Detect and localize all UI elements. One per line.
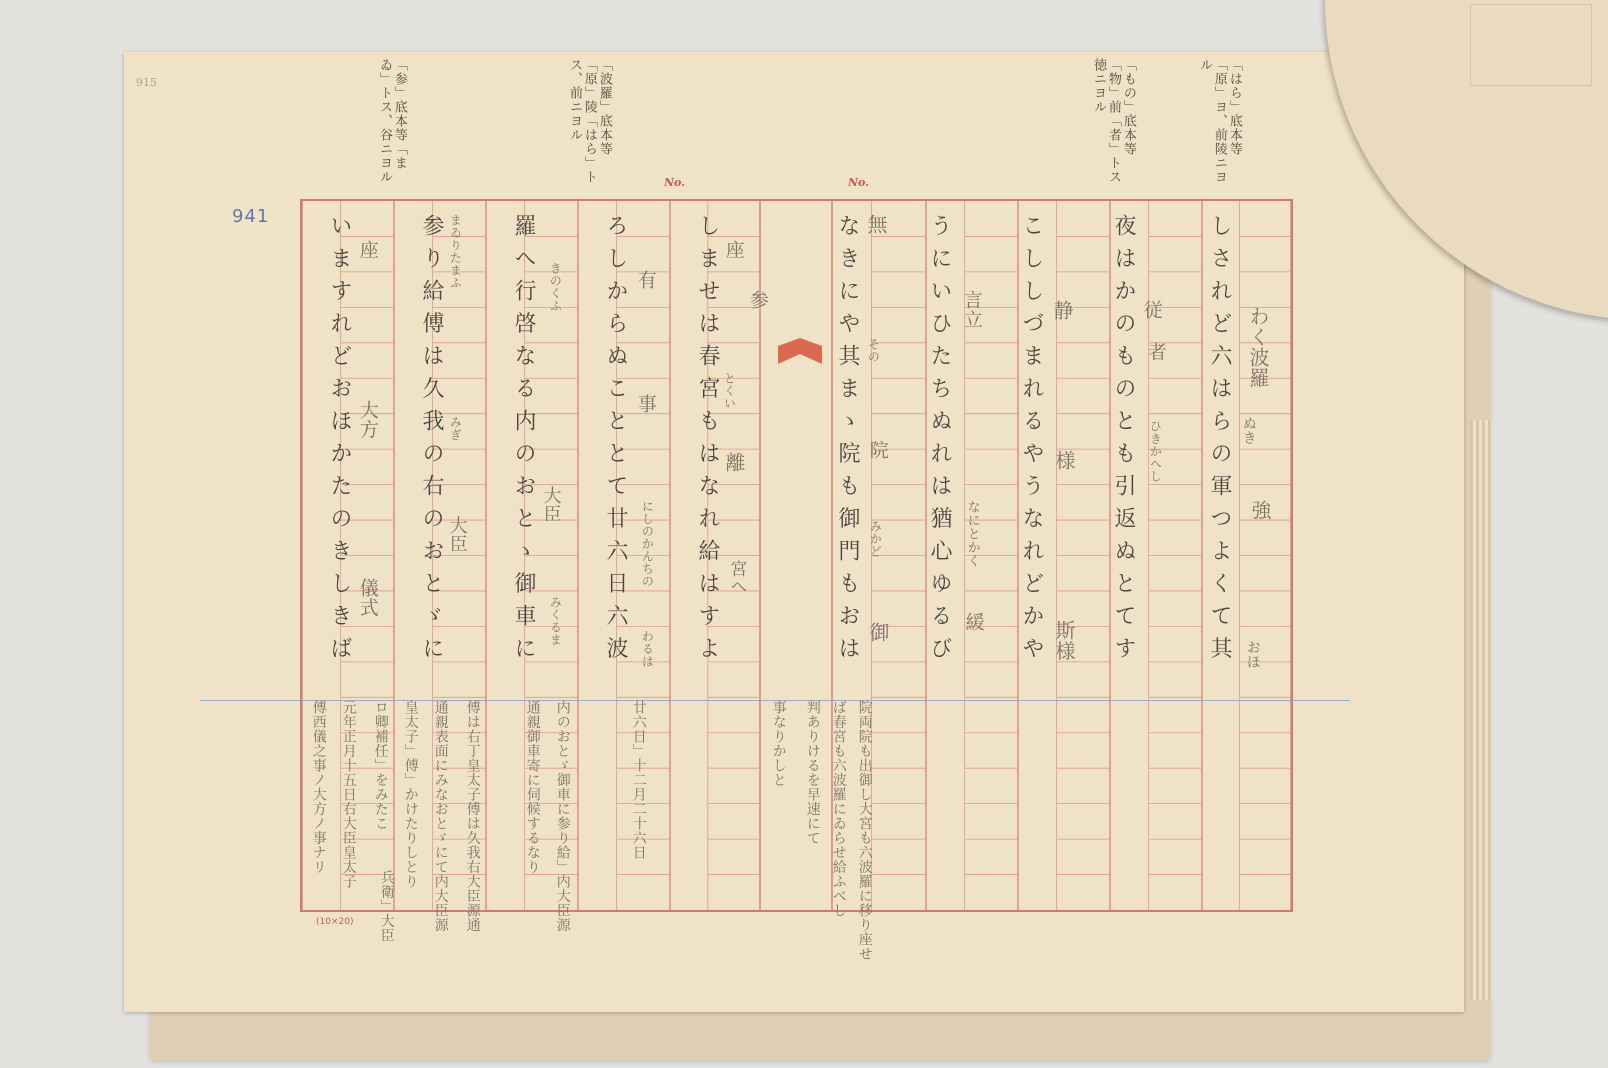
pencil-insertion: 大臣 (540, 486, 562, 523)
pencil-insertion: みくるま (548, 596, 563, 646)
text-column-8: 羅へ行啓なる内のおとゝ御車に (511, 214, 536, 669)
lower-note: 通親御車寄に伺候するなり (524, 700, 541, 874)
margin-note-2: 「もの」底本等「物」前「者」トス徳ニヨル (1090, 58, 1136, 184)
no-label-left: No. (664, 176, 686, 189)
pencil-insertion: 有 (634, 270, 657, 290)
margin-note-3: 「波羅」底本等「原」陵「はら」トス、前ニヨル (566, 58, 612, 184)
text-column-2: 夜はかのものとも引返ぬとてす (1111, 214, 1136, 669)
pencil-insertion: 座 (722, 240, 745, 260)
lower-note: ロ卿補任」をみたこ (372, 700, 389, 831)
pencil-insertion: 強 (1248, 500, 1272, 521)
lower-note: 内のおとゞ御車に参り給」内大臣源 (554, 700, 571, 932)
pencil-insertion: 御 (866, 622, 890, 643)
pencil-insertion: 従 (1140, 300, 1163, 320)
pencil-insertion: 儀式 (356, 578, 379, 617)
lower-note: 判ありけるを早速にて (804, 700, 821, 845)
pencil-insertion: 宮へ (726, 560, 747, 595)
pencil-insertion: とくい (722, 372, 737, 410)
lower-note: 元年正月十五日右大臣皇太子 (340, 700, 357, 889)
pencil-insertion: 斯様 (1052, 620, 1076, 661)
pencil-insertion: なにとかく (964, 500, 980, 568)
lower-note: ば春宮も六波羅にゐらせ給ふべし (830, 700, 847, 918)
pencil-insertion: まゐりたまふ (448, 214, 463, 289)
pencil-insertion: おほ (1244, 640, 1261, 669)
grid-code: (10×20) (316, 917, 354, 927)
text-column-9: 参り給傅は久我の右のおとゞに (419, 214, 444, 669)
lower-note: 傅は右丁皇太子傅は久我右大臣源通 (464, 700, 481, 932)
lower-note: 廿六日」十二月二十六日 (630, 700, 647, 860)
fish-tail-center-mark (778, 338, 822, 364)
lower-note: 院両院も出御し大宮も六波羅に移り座せ (856, 700, 873, 961)
margin-note-1: 「はら」底本等「原」ヨ、前陵ニヨル (1196, 58, 1242, 184)
text-column-7: ろしからぬこととて廿六日六波 (603, 214, 628, 669)
pencil-insertion: 緩 (962, 612, 985, 632)
pencil-insertion: 無 (864, 214, 888, 235)
pencil-insertion: みぎ (448, 416, 463, 441)
pencil-insertion: 座 (356, 240, 379, 260)
folio-number: 941 (232, 206, 270, 227)
text-column-5: なきにや其まゝ院も御門もおは (835, 214, 860, 669)
lower-note: 兵衛」大臣 (378, 870, 395, 943)
text-column-3: こししづまれるやうなれどかや (1019, 214, 1044, 669)
margin-note-4: 「参」底本等「まゐ」トス、谷ニヨル (376, 58, 407, 184)
text-column-6: しませは春宮もはなれ給はすよ (695, 214, 720, 669)
pencil-insertion: 静 (1050, 300, 1074, 321)
pencil-insertion: 言立 (960, 290, 983, 329)
folio-small: 915 (136, 76, 157, 89)
text-column-4: うにいひたちぬれは猶心ゆるび (927, 214, 952, 669)
pencil-insertion: 離 (722, 452, 746, 473)
lower-note: 皇太子」傅」かけたりしとり (402, 700, 419, 889)
pencil-insertion: ぬき (1240, 416, 1257, 445)
text-column-1: しされど六はらの軍つよくて其 (1207, 214, 1232, 669)
pencil-insertion: きのくふ (548, 262, 563, 312)
lower-note: 事なりかしと (770, 700, 787, 787)
pencil-insertion: 院 (866, 440, 889, 460)
pencil-insertion: 大臣 (446, 516, 468, 553)
page-stack-edge (1470, 420, 1492, 1000)
pencil-insertion: ひきかへし (1148, 420, 1163, 483)
pencil-insertion: わるは (640, 630, 655, 668)
pencil-insertion: 者 (1144, 342, 1167, 362)
pencil-insertion: その (866, 338, 881, 363)
pencil-insertion: にしのかんちの (640, 500, 655, 588)
no-label-right: No. (848, 176, 870, 189)
curled-page-grid (1470, 4, 1592, 86)
lower-note: 通親表面にみなおとゞにて内大臣源 (432, 700, 449, 932)
pencil-insertion: みかど (868, 520, 883, 558)
pencil-insertion: 大方 (356, 400, 379, 439)
pencil-insertion: 事 (634, 394, 657, 414)
pencil-insertion: 参 (746, 290, 769, 310)
lower-note: 傅西儀之事ノ大方ノ事ナリ (310, 700, 327, 874)
text-column-10: いますれどおほかたのきしきば (327, 214, 352, 669)
pencil-insertion: 様 (1052, 450, 1076, 471)
pencil-insertion: わく波羅 (1246, 306, 1270, 388)
